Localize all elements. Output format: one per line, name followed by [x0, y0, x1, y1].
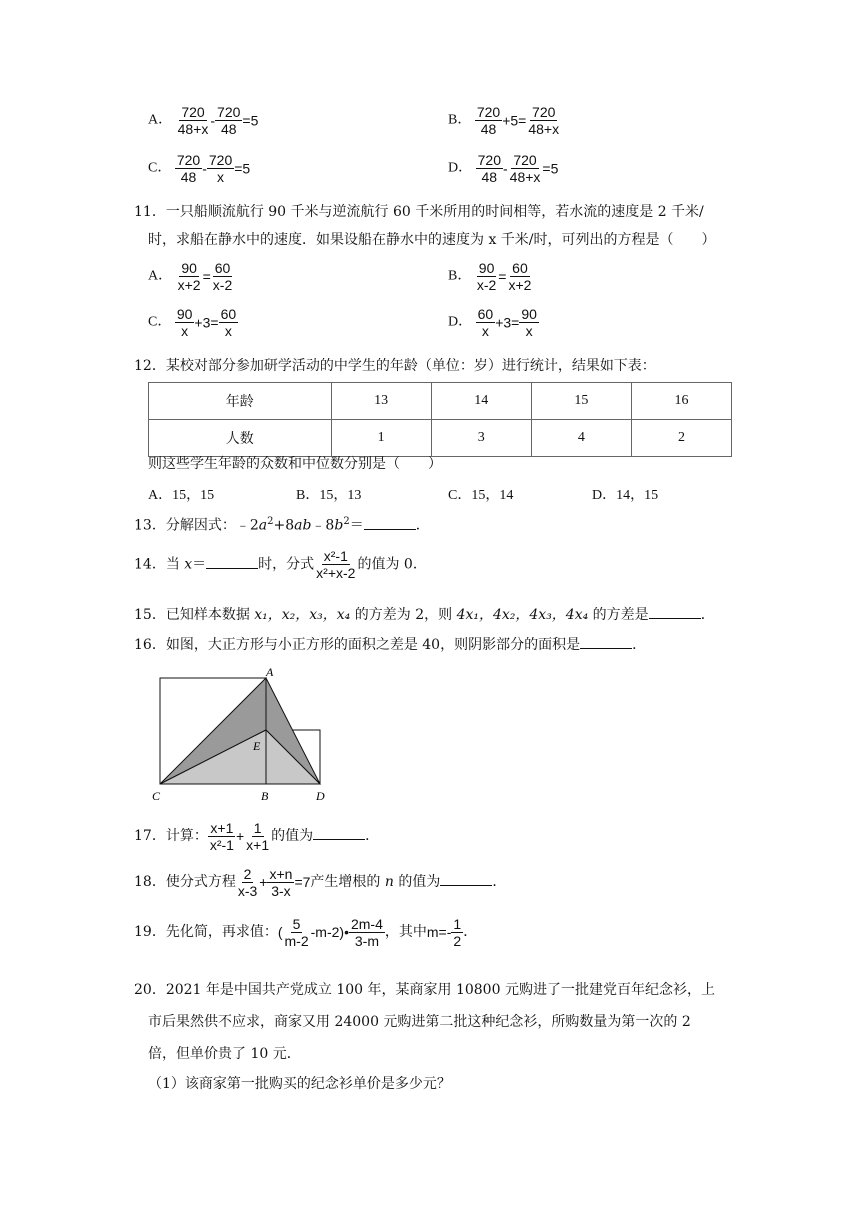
fraction: $\frac{1}{x+1}$: [246, 819, 270, 853]
q20-line1: 20．2021 年是中国共产党成立 100 年，某商家用 10800 元购进了一批建党百年纪念衫，上: [134, 982, 715, 998]
fraction: $\frac{720}{48+x}$: [528, 104, 560, 137]
answer-blank[interactable]: [580, 634, 632, 649]
option-label: C．: [148, 314, 172, 330]
table-cell: 16: [631, 383, 731, 420]
q10-option-d[interactable]: D． $\frac{720}{48}$ - $\frac{720}{48+x}$ =5: [448, 152, 559, 185]
q20-line2: 市后果然供不应求，商家又用 24000 元购进第二批这种纪念衫，所购数量为第一次的 2: [148, 1014, 691, 1030]
table-cell: 4: [531, 420, 631, 457]
option-label: D．: [448, 314, 473, 330]
fraction: $\frac{90}{x}$: [521, 306, 537, 339]
q20-line3: 倍，但单价贵了 10 元．: [148, 1046, 301, 1062]
answer-blank[interactable]: [649, 604, 701, 619]
q12-option-d[interactable]: D．14，15: [592, 488, 659, 503]
label-e: E: [253, 739, 261, 753]
q20-sub1: （1）该商家第一批购买的纪念衫单价是多少元？: [148, 1076, 451, 1092]
table-cell: 2: [631, 420, 731, 457]
table-cell: 15: [531, 383, 631, 420]
q19: 19．先化简，再求值：( $\frac{5}{m-2}$ -m-2)• $\frac{2m-4}{3-m}$ ，其中m=- $\frac{1}{2}$ ．: [134, 915, 478, 949]
q12-option-a[interactable]: A．15，15: [148, 488, 215, 503]
fraction: $\frac{60}{x-2}$: [212, 260, 233, 293]
option-label: B．: [448, 268, 472, 284]
option-label: A．: [148, 112, 173, 128]
answer-blank[interactable]: [313, 825, 365, 840]
q11-option-a[interactable]: A． $\frac{90}{x+2}$ = $\frac{60}{x-2}$: [148, 260, 233, 293]
q11-option-d[interactable]: D． $\frac{60}{x}$ +3= $\frac{90}{x}$: [448, 306, 537, 339]
q11-option-b[interactable]: B． $\frac{90}{x-2}$ = $\frac{60}{x+2}$: [448, 260, 532, 293]
fraction: $\frac{720}{48+x}$: [177, 104, 209, 137]
fraction: $\frac{5}{m-2}$: [284, 915, 309, 949]
q18: 18．使分式方程 $\frac{2}{x-3}$ + $\frac{x+n}{3-x}$ =7产生增根的 n 的值为 ．: [134, 865, 507, 899]
fraction: $\frac{90}{x-2}$: [476, 260, 497, 293]
label-d: D: [316, 789, 325, 803]
q15: 15．已知样本数据 x₁，x₂，x₃，x₄ 的方差为 2，则 4x₁，4x₂，4x₃，4x₄ 的方差是 ．: [134, 604, 715, 625]
option-label: C．: [148, 160, 172, 176]
fraction: $\frac{60}{x+2}$: [508, 260, 532, 293]
q17: 17．计算： $\frac{x+1}{\text{x²-1}}$ + $\frac{1}{x+1}$ 的值为 ．: [134, 819, 380, 853]
q16-figure: [146, 664, 336, 804]
label-a: A: [266, 665, 274, 679]
fraction: $\frac{720}{48}$: [476, 104, 501, 137]
q11-line1: 11．一只船顺流航行 90 千米与逆流航行 60 千米所用的时间相等，若水流的速度是 2 千米/: [134, 204, 704, 220]
fraction: $\frac{720}{x}$: [208, 152, 233, 185]
q11-line2: 时，求船在静水中的速度．如果设船在静水中的速度为 x 千米/时，可列出的方程是（ ）: [148, 232, 716, 248]
table-row: [149, 383, 732, 420]
label-b: B: [261, 789, 269, 803]
q11-option-c[interactable]: C． $\frac{90}{x}$ +3= $\frac{60}{x}$: [148, 306, 237, 339]
table-cell: 3: [431, 420, 531, 457]
q12-question: 则这些学生年龄的众数和中位数分别是（ ）: [148, 456, 442, 472]
fraction: $\frac{60}{x}$: [477, 306, 494, 339]
fraction: $\frac{1}{2}$: [453, 915, 462, 949]
fraction: $\frac{x+n}{3-x}$: [269, 865, 293, 899]
answer-blank[interactable]: [206, 554, 258, 569]
option-label: D．: [448, 160, 473, 176]
table-cell: 14: [431, 383, 531, 420]
fraction: $\frac{60}{x}$: [220, 306, 237, 339]
fraction: $\frac{720}{48}$: [217, 104, 241, 137]
label-c: C: [152, 789, 161, 803]
q13: 13．分解因式：$﹣2a^2+8ab﹣8b^2=$ ．: [134, 516, 430, 534]
fraction: $\frac{720}{48}$: [176, 152, 201, 185]
age-table: [148, 382, 732, 457]
table-cell: 13: [331, 383, 431, 420]
option-label: A．: [148, 268, 173, 284]
q12-text: 12．某校对部分参加研学活动的中学生的年龄（单位：岁）进行统计，结果如下表：: [134, 358, 656, 374]
q16: 16．如图，大正方形与小正方形的面积之差是 40，则阴影部分的面积是 ．: [134, 634, 646, 655]
q10-option-b[interactable]: B． $\frac{720}{48}$ +5= $\frac{720}{48+x}$: [448, 104, 560, 137]
fraction: $\frac{x+1}{\text{x²-1}}$: [209, 819, 234, 853]
q10-option-c[interactable]: C． $\frac{720}{48}$ - $\frac{720}{x}$ =5: [148, 152, 251, 185]
answer-blank[interactable]: [440, 871, 492, 886]
table-row: [149, 420, 732, 457]
option-label: B．: [448, 112, 472, 128]
q14: 14．当 x＝ 时，分式 $\frac{\text{x²-1}}{\text{x²+x-2}}$ 的值为 0．: [134, 548, 427, 581]
q12-option-b[interactable]: B．15，13: [296, 488, 362, 503]
table-cell: 1: [331, 420, 431, 457]
fraction: $\frac{90}{x}$: [176, 306, 193, 339]
fraction: $\frac{\text{x²-1}}{\text{x²+x-2}}$: [316, 548, 356, 581]
table-cell: 人数: [149, 420, 332, 457]
fraction: $\frac{90}{x+2}$: [177, 260, 201, 293]
table-cell: 年龄: [149, 383, 332, 420]
fraction: $\frac{2}{x-3}$: [237, 865, 258, 899]
q12-option-c[interactable]: C．15，14: [448, 488, 514, 503]
fraction: $\frac{720}{48+x}$: [509, 152, 541, 185]
fraction: $\frac{720}{48}$: [477, 152, 501, 185]
answer-blank[interactable]: [364, 515, 416, 530]
q10-option-a[interactable]: A． $\frac{720}{48+x}$ - $\frac{720}{48}$ =5: [148, 104, 259, 137]
fraction: $\frac{2m-4}{3-m}$: [350, 915, 383, 949]
